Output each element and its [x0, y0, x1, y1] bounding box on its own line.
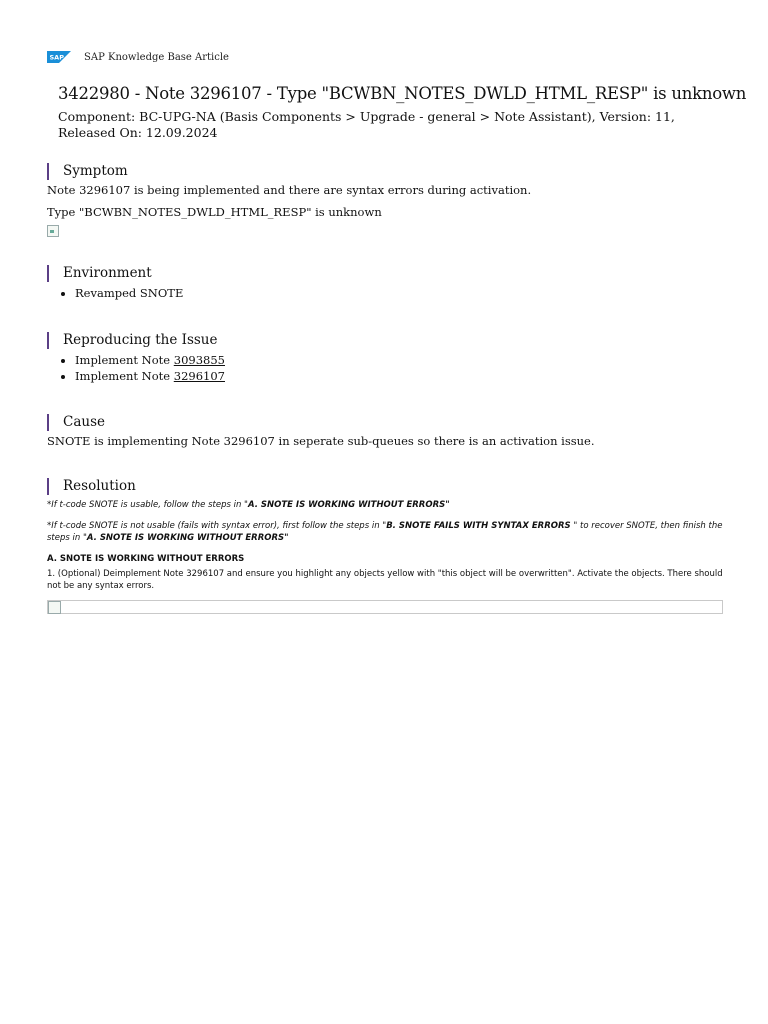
cause-text: SNOTE is implementing Note 3296107 in seperate sub-queues so there is an activation issue. [47, 434, 595, 448]
list-item-prefix: Implement Note [75, 353, 174, 367]
article-header [47, 51, 229, 63]
list-item [75, 352, 723, 368]
sap-logo [47, 51, 71, 63]
resolution-note-2-text-2: " to recover SNOTE, then finish the steps in " [47, 521, 723, 543]
article-body [47, 160, 723, 614]
list-item [75, 368, 723, 384]
section-environment [47, 265, 723, 301]
note-link-3093855[interactable]: 3093855 [173, 353, 225, 367]
section-resolution [47, 478, 723, 614]
resolution-note-1 [47, 499, 723, 511]
resolution-note-2 [47, 520, 723, 544]
section-heading-symptom: Symptom [47, 163, 723, 180]
symptom-text-2: Type "BCWBN_NOTES_DWLD_HTML_RESP" is unknown [47, 205, 382, 219]
section-heading-environment: Environment [47, 265, 723, 282]
title-block [58, 82, 747, 141]
resolution-note-2-emphasis-b: B. SNOTE FAILS WITH SYNTAX ERRORS [386, 521, 571, 531]
broken-image-icon [48, 601, 61, 614]
resolution-note-2-text: *If t-code SNOTE is not usable (fails with syntax error), first follow the steps in " [47, 521, 387, 531]
section-heading-resolution: Resolution [47, 478, 723, 495]
resolution-note-2-emphasis-a: A. SNOTE IS WORKING WITHOUT ERRORS" [86, 533, 289, 543]
symptom-text-1: Note 3296107 is being implemented and there are syntax errors during activation. [47, 183, 532, 197]
section-heading-reproducing: Reproducing the Issue [47, 332, 723, 349]
component-info: Component: BC-UPG-NA (Basis Components > Upgrade - general > Note Assistant), Version: 11, Released On: 12.09.2024 [58, 109, 675, 140]
resolution-note-1-emphasis: A. SNOTE IS WORKING WITHOUT ERRORS" [247, 500, 450, 510]
list-item-prefix: Implement Note [75, 369, 174, 383]
section-symptom [47, 163, 723, 237]
svg-text:SAP: SAP [49, 53, 64, 62]
resolution-step-1: 1. (Optional) Deimplement Note 3296107 and ensure you highlight any objects yellow with "this object will be overwritten". Activate the objects. There should not be any syntax errors. [47, 569, 723, 591]
article-title: 3422980 - Note 3296107 - Type "BCWBN_NOTES_DWLD_HTML_RESP" is unknown [58, 84, 747, 103]
reproducing-list [47, 352, 723, 384]
header-label: SAP Knowledge Base Article [84, 51, 229, 63]
broken-image-wide [47, 600, 723, 614]
broken-image-icon [47, 225, 59, 237]
environment-list [47, 285, 723, 301]
section-heading-cause: Cause [47, 414, 723, 431]
section-cause [47, 414, 723, 448]
section-reproducing [47, 332, 723, 384]
list-item: • Revamped SNOTE [75, 285, 723, 301]
note-link-3296107[interactable]: 3296107 [173, 369, 225, 383]
resolution-subheading: A. SNOTE IS WORKING WITHOUT ERRORS [47, 554, 245, 564]
resolution-note-1-text: *If t-code SNOTE is usable, follow the steps in " [47, 500, 248, 510]
